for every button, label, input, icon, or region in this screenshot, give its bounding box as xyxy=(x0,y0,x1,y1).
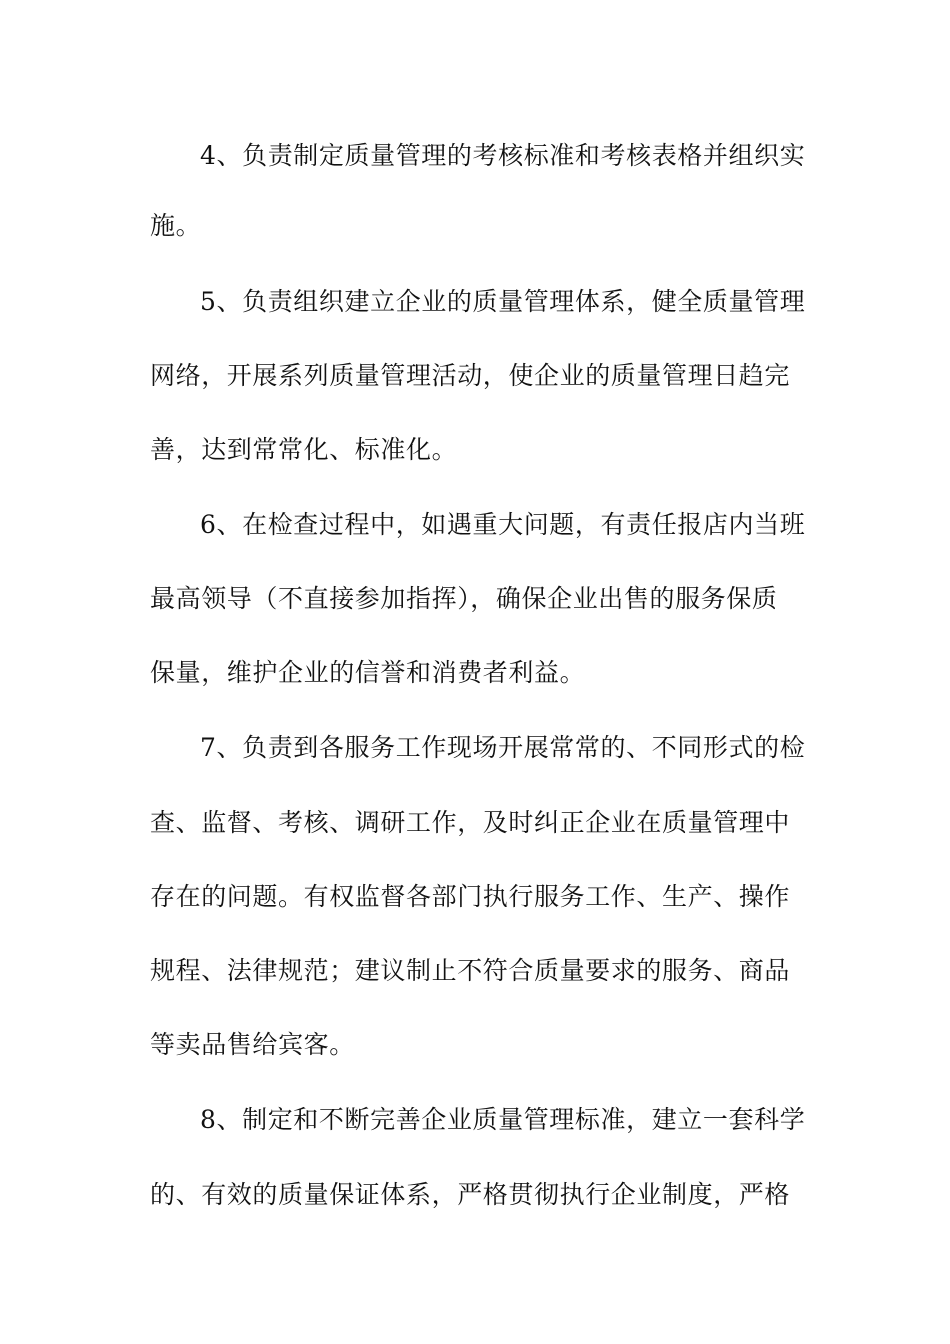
paragraph-7-line-5: 等卖品售给宾客。 xyxy=(150,1030,355,1059)
paragraph-4-line-1: 4、负责制定质量管理的考核标准和考核表格并组织实 xyxy=(200,141,806,170)
paragraph-7-line-4: 规程、法律规范；建议制止不符合质量要求的服务、商品 xyxy=(150,956,791,985)
paragraph-7-line-1: 7、负责到各服务工作现场开展常常的、不同形式的检 xyxy=(200,733,806,762)
paragraph-8-line-2: 的、有效的质量保证体系，严格贯彻执行企业制度，严格 xyxy=(150,1180,791,1209)
paragraph-8-line-1: 8、制定和不断完善企业质量管理标准，建立一套科学 xyxy=(200,1105,806,1134)
paragraph-7-line-3: 存在的问题。有权监督各部门执行服务工作、生产、操作 xyxy=(150,882,791,911)
paragraph-6-line-1: 6、在检查过程中，如遇重大问题，有责任报店内当班 xyxy=(200,510,806,539)
paragraph-4-line-2: 施。 xyxy=(150,211,202,240)
paragraph-6-line-3: 保量，维护企业的信誉和消费者利益。 xyxy=(150,658,586,687)
paragraph-7-line-2: 查、监督、考核、调研工作，及时纠正企业在质量管理中 xyxy=(150,808,791,837)
paragraph-5-line-3: 善，达到常常化、标准化。 xyxy=(150,435,458,464)
paragraph-5-line-2: 网络，开展系列质量管理活动，使企业的质量管理日趋完 xyxy=(150,361,791,390)
paragraph-5-line-1: 5、负责组织建立企业的质量管理体系，健全质量管理 xyxy=(200,287,806,316)
paragraph-6-line-2: 最高领导（不直接参加指挥），确保企业出售的服务保质 xyxy=(150,584,778,613)
